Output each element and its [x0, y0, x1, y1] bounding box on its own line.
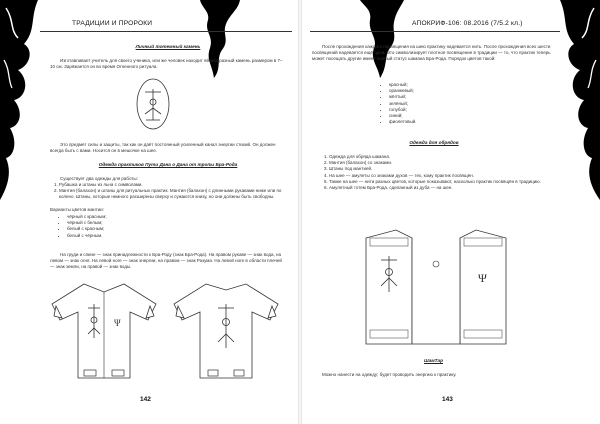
list-item: 4. На шее — амулеты со знаками духов — тех, кому практик посвящён.: [329, 173, 561, 179]
list-item: • белый с чёрным.: [67, 233, 277, 239]
section-title: Одежда для обрядов: [409, 140, 459, 145]
header-rule: [310, 31, 560, 32]
paragraph: После прохождения каждого посвящения на шею практику надевается нить. После прохождения всех шести посвящений надевается ещё одна. Это символизирует плотное посвящение в традиции — то, что практик теперь может посещать другие имеет полный статус шамана Бра-Рода. Порядок цветов такой:: [312, 44, 551, 62]
svg-text:Ψ: Ψ: [114, 318, 121, 328]
section-title: Одежда практиков Пути Дана о Дана от тропы Бра-Рода: [98, 162, 238, 167]
list-item: • жёлтый;: [389, 94, 529, 100]
list-item: 2. Мантия (балахон) и штаны для ритуальных практик. Мантия (балахон) с длинными рукавами ниже или по колено. Штаны, которые немного расширены сверху и сужаются книзу, но они должны быть свободны.: [59, 188, 287, 200]
flame-ornament-icon: [0, 0, 38, 200]
paragraph: Можно нанести на одежду; будет проводить энергию к практику.: [322, 372, 457, 377]
figure-caption: ШамТар: [424, 358, 443, 363]
list-item: 1. Рубашка и штаны из льна с символами.: [59, 182, 287, 188]
ritual-scarf-image: [356, 224, 516, 352]
list-item: • зелёный;: [389, 101, 529, 107]
header-rule: [40, 31, 292, 32]
paragraph: На груди и спине — знак принадлежности к Бра-Роду (знак Бра-Рода). На правом рукаве — знак вода, на левом — знак огня. На левой ноге — знак энергии, на правом — знак Разума. На левой ноге в области плечей — знак земли, на правой — знак воды.: [50, 252, 282, 270]
paragraph: Изготавливает учитель для своего ученика, или же человек находит яйцеобразный камень размером в 7–10 см. Заряжается он во время Огненного ритуала.: [50, 58, 283, 70]
list-item: • белый с красным;: [67, 226, 277, 232]
flame-ornament-icon: [560, 0, 600, 200]
list-item: • фиолетовый.: [389, 119, 529, 125]
flame-ornament-icon: [360, 0, 404, 80]
paragraph: Варианты цветов мантии:: [50, 207, 104, 212]
svg-text:Ψ: Ψ: [478, 271, 487, 285]
list-item: • голубой;: [389, 107, 529, 113]
page-number: 142: [140, 396, 151, 403]
ritual-clothing-list: [320, 154, 561, 191]
robe-back-image: [166, 278, 286, 388]
thread-color-list: [380, 82, 529, 125]
list-item: • синий;: [389, 113, 529, 119]
robe-front-image: [44, 278, 164, 388]
paragraph: Это предмет силы и защиты, так как он даёт постоянный усиленный канал энергии стихий. Он должен всегда быть с вами. Носится он в мешочке на шее.: [50, 142, 276, 154]
list-item: 1. Одежда для обряда шамана.: [329, 154, 561, 160]
list-item: • чёрный с красным;: [67, 214, 277, 220]
list-item: 5. Также на шее — нити разных цветов, которые показывают, насколько практик посвящён в традицию.: [329, 179, 561, 185]
list-item: • красный;: [389, 82, 529, 88]
list-item: • чёрный с белым;: [67, 220, 277, 226]
list-item: • оранжевый;: [389, 88, 529, 94]
list-item: 2. Мантия (балахон) со знаками.: [329, 160, 561, 166]
list-item: 6. Амулетный тотем Бра-Рода, сделанный из дуба — на шее.: [329, 185, 561, 191]
color-list: [58, 214, 277, 239]
totem-stone-image: [123, 76, 183, 132]
right-page: [300, 0, 600, 424]
clothing-list: [50, 182, 287, 201]
section-title: Личный тотемный камень: [135, 44, 201, 49]
running-header: ТРАДИЦИИ И ПРОРОКИ: [72, 20, 153, 27]
running-header: АПОКРИФ-106: 08.2016 (7/5.2 кл.): [412, 20, 523, 27]
list-item: 3. Штаны под мантией.: [329, 166, 561, 172]
paragraph: Существует два одежды для работы:: [60, 176, 138, 181]
page-number: 143: [442, 396, 453, 403]
